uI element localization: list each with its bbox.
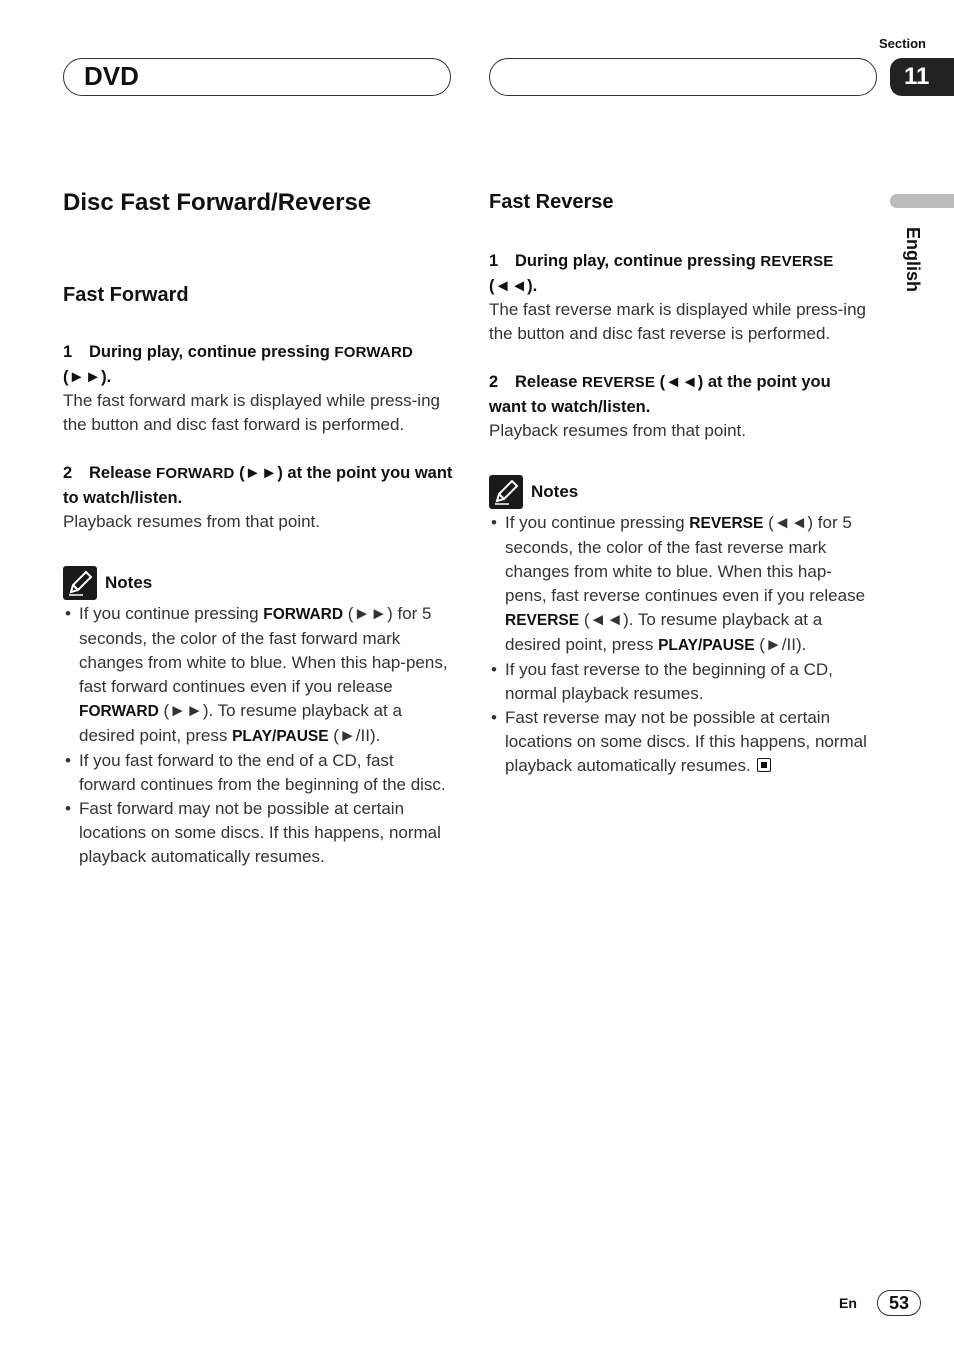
fr-note-1-part-4: (►/II). xyxy=(754,635,807,654)
ff-step-2-description: Playback resumes from that point. xyxy=(63,512,321,531)
fast-forward-heading: Fast Forward xyxy=(63,284,189,306)
header-title-box xyxy=(63,58,451,96)
right-column xyxy=(489,188,869,778)
ff-notes-list xyxy=(63,602,453,869)
ff-step-1-text-a: During play, continue pressing xyxy=(89,343,335,361)
fr-note-1 xyxy=(489,511,869,658)
ff-step-2-text-a: Release xyxy=(89,464,156,482)
ff-note-1 xyxy=(63,602,453,749)
ff-notes-title: Notes xyxy=(105,573,153,592)
ff-note-2: • If you fast forward to the end of a CD, fast forward continues from the beginning of the disc. xyxy=(63,749,453,797)
ff-note-3: • Fast forward may not be possible at certain locations on some discs. If this happens, normal playback automatically resumes. xyxy=(63,797,453,869)
ff-step-1 xyxy=(63,340,453,389)
fr-note-1-part-3: (◄◄). To resume playback at a desired point, press xyxy=(505,610,823,654)
header-blank-box xyxy=(489,58,877,96)
section-number-tab: 11 xyxy=(890,58,954,96)
fr-note-3-text: Fast reverse may not be possible at certain locations on some discs. If this happens, normal playback automatically resumes. xyxy=(505,708,867,775)
fr-step-2-description: Playback resumes from that point. xyxy=(489,421,747,440)
fr-note-2: • If you fast reverse to the beginning of a CD, normal playback resumes. xyxy=(489,658,869,706)
ff-step-1-text-b: (►►). xyxy=(63,368,112,386)
ff-step-2-number: 2 xyxy=(63,464,73,482)
fr-step-1-key: REVERSE xyxy=(760,253,834,270)
ff-notes-header xyxy=(63,566,453,600)
fr-step-2 xyxy=(489,370,869,419)
ff-note-1-part-1: If you continue pressing xyxy=(79,604,264,623)
pencil-note-icon xyxy=(489,475,523,509)
fr-step-2-number: 2 xyxy=(489,373,499,391)
pencil-note-icon xyxy=(63,566,97,600)
fr-note-1-key-2: REVERSE xyxy=(505,612,580,629)
fr-note-1-key-1: REVERSE xyxy=(689,515,764,532)
fr-note-3 xyxy=(489,706,869,778)
fr-step-2-key: REVERSE xyxy=(581,374,656,391)
language-tab-bar xyxy=(890,194,954,208)
ff-step-1-key: FORWARD xyxy=(334,344,414,361)
ff-note-1-key-2: FORWARD xyxy=(79,703,159,720)
fr-note-1-part-1: If you continue pressing xyxy=(505,513,690,532)
left-column xyxy=(63,188,453,869)
fast-reverse-heading: Fast Reverse xyxy=(489,191,614,213)
ff-note-1-key-1: FORWARD xyxy=(263,606,344,623)
fr-note-1-key-3: PLAY/PAUSE xyxy=(658,637,755,654)
fr-step-1-text-a: During play, continue pressing xyxy=(515,252,761,270)
fr-note-1-part-2: (◄◄) for 5 seconds, the color of the fast reverse mark changes from white to blue. When this hap-pens, fast reverse continues even if you release xyxy=(505,513,866,605)
ff-note-1-part-3: (►►). To resume playback at a desired point, press xyxy=(79,701,402,745)
section-label: Section xyxy=(879,36,926,51)
fr-notes-list xyxy=(489,511,869,778)
fr-notes-title: Notes xyxy=(531,482,579,501)
fr-step-2-text-a: Release xyxy=(515,373,582,391)
ff-step-2 xyxy=(63,461,453,510)
ff-note-1-part-2: (►►) for 5 seconds, the color of the fast forward mark changes from white to blue. When this hap-pens, fast forward continues even if you release xyxy=(79,604,448,696)
end-of-section-icon xyxy=(757,758,771,772)
ff-note-1-part-4: (►/II). xyxy=(328,726,381,745)
page-number: 53 xyxy=(877,1290,921,1316)
fr-notes-header xyxy=(489,475,869,509)
ff-step-1-description: The fast forward mark is displayed while press-ing the button and disc fast forward is performed. xyxy=(63,391,440,434)
fr-step-1-text-b: (◄◄). xyxy=(489,277,538,295)
ff-step-1-number: 1 xyxy=(63,343,73,361)
footer-language-code: En xyxy=(839,1295,857,1311)
fr-step-1-number: 1 xyxy=(489,252,499,270)
fr-step-1-description: The fast reverse mark is displayed while press-ing the button and disc fast reverse is performed. xyxy=(489,300,866,343)
ff-step-2-text-b: (►►) at the point you want to watch/listen. xyxy=(63,464,453,507)
language-label: English xyxy=(903,227,923,293)
page-title: Disc Fast Forward/Reverse xyxy=(63,189,372,216)
fr-step-1 xyxy=(489,249,869,298)
ff-note-1-key-3: PLAY/PAUSE xyxy=(232,728,329,745)
header-title: DVD xyxy=(84,61,139,91)
ff-step-2-key: FORWARD xyxy=(155,465,235,482)
fr-step-2-text-b: (◄◄) at the point you want to watch/listen. xyxy=(489,373,831,416)
